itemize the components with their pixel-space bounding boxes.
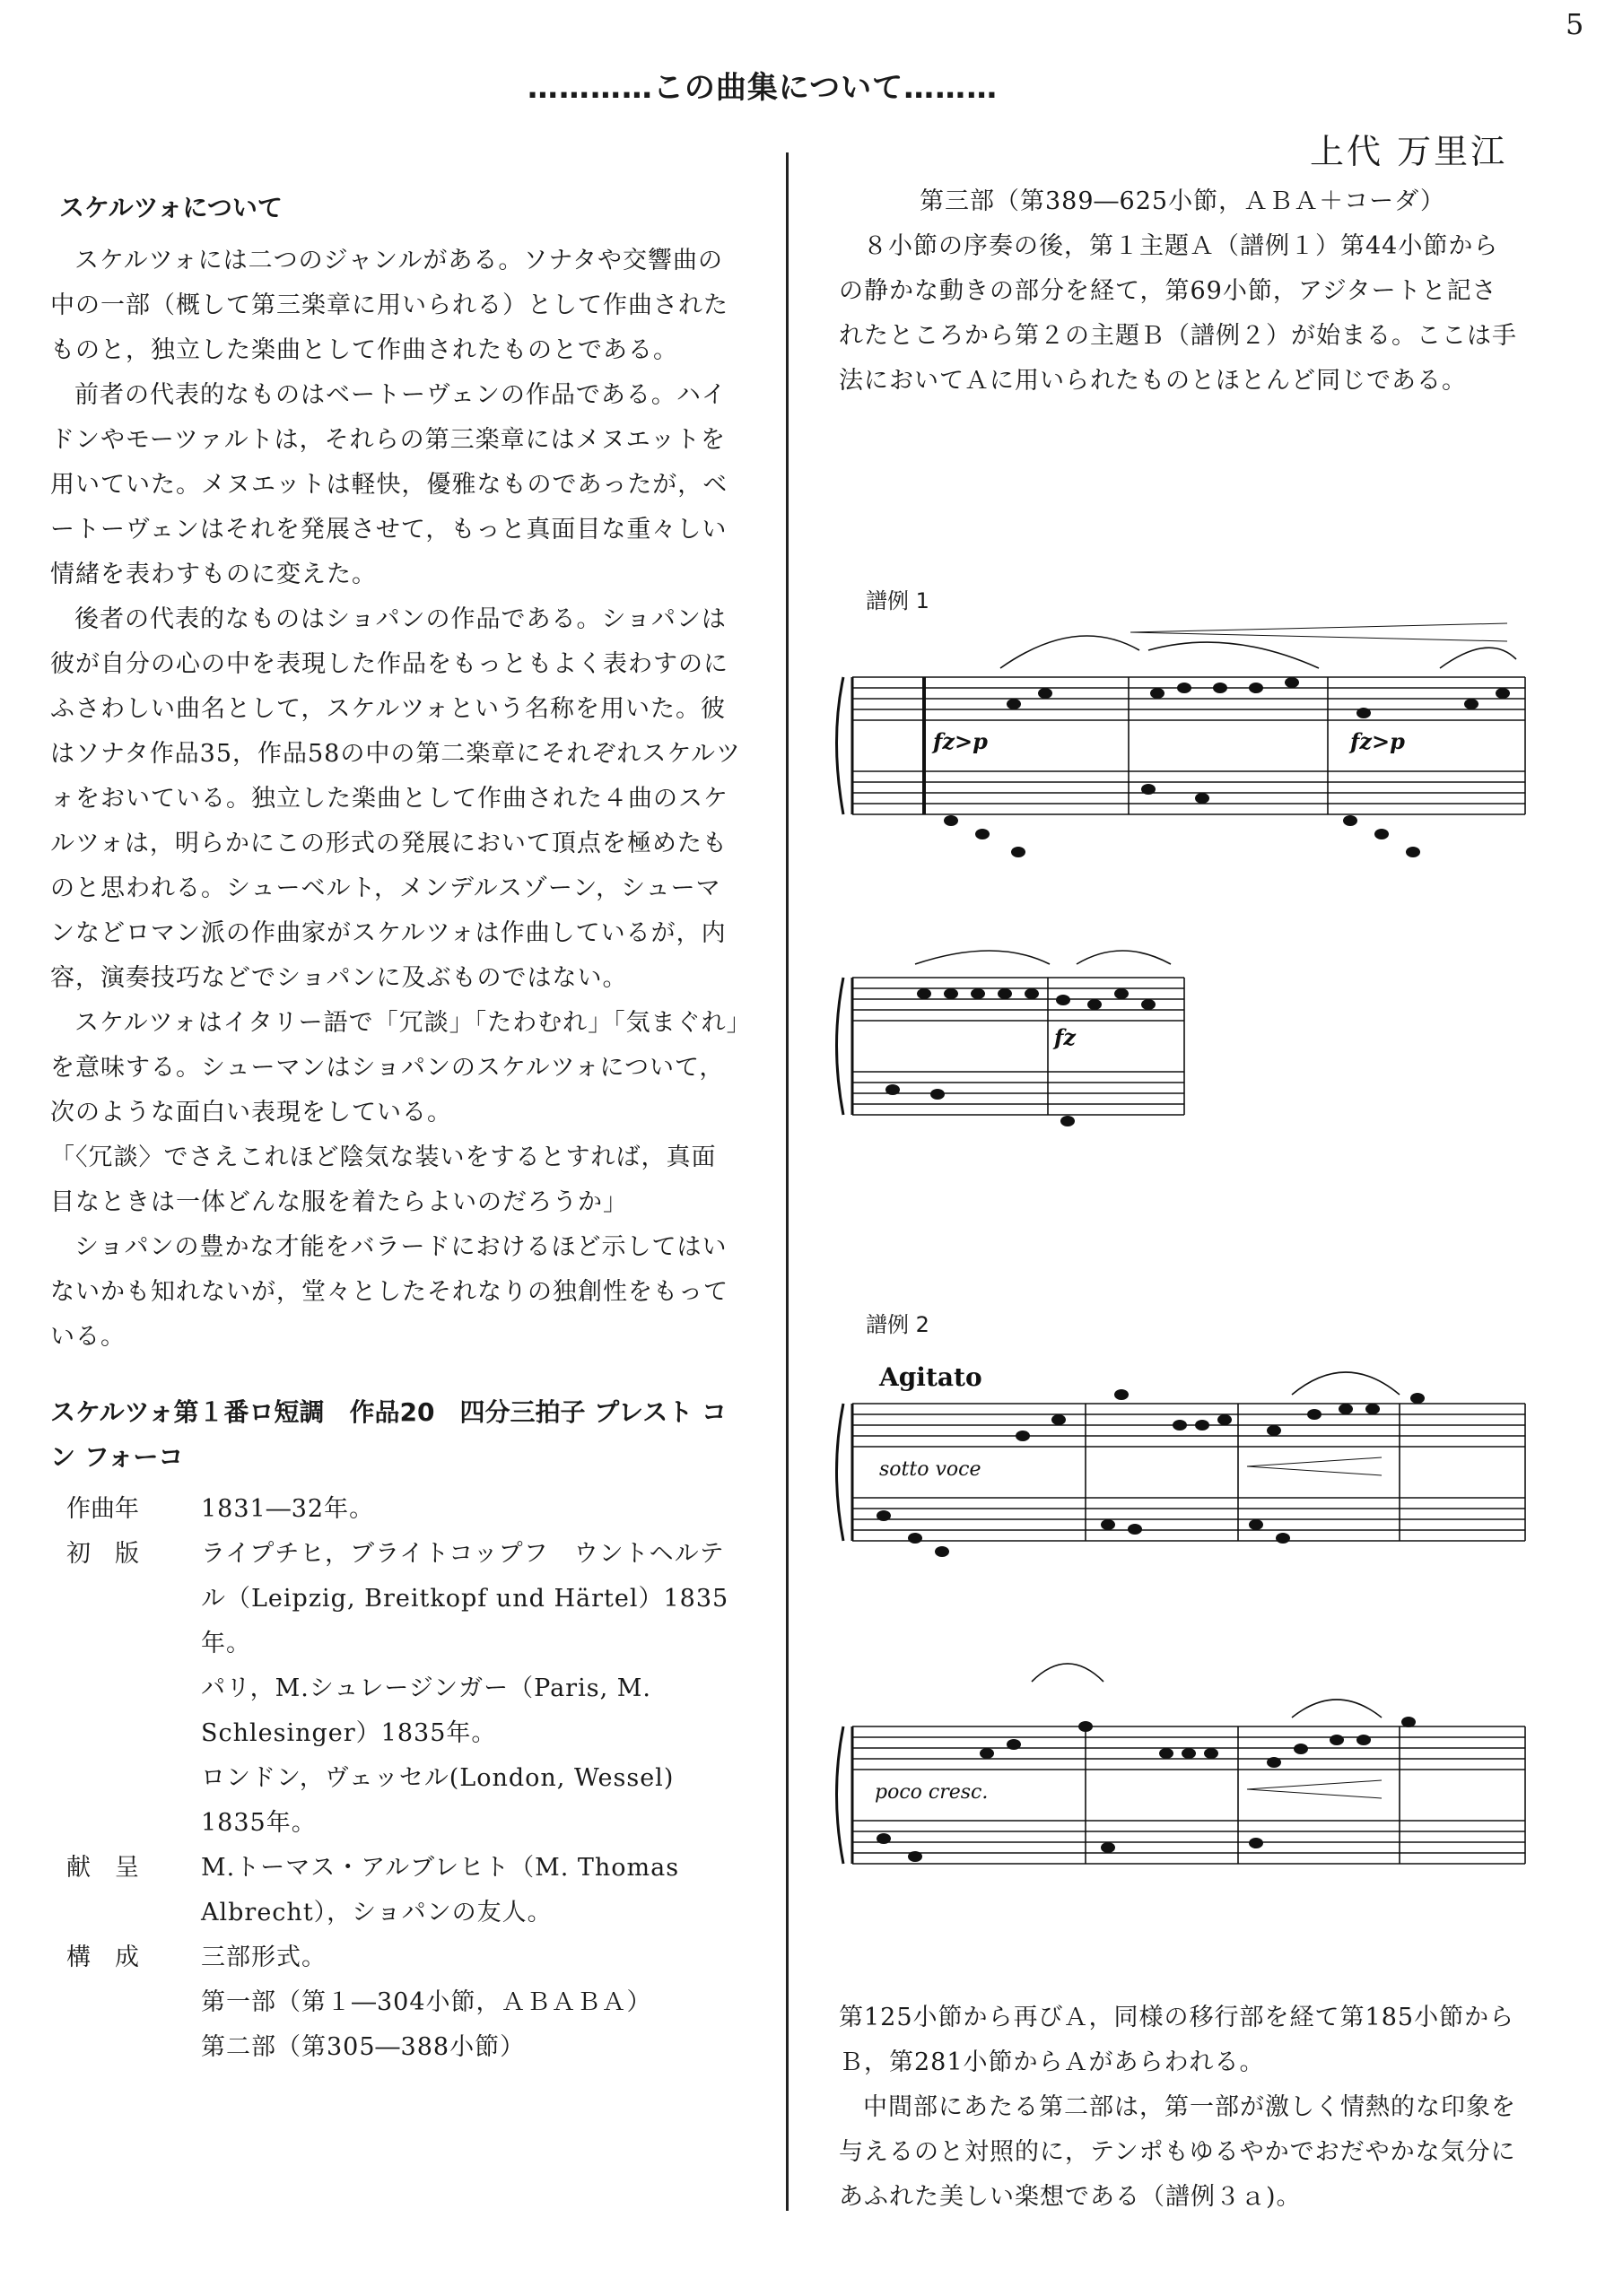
info-line: 三部形式。 bbox=[201, 1944, 327, 1971]
info-desc bbox=[201, 1935, 741, 2070]
info-desc bbox=[201, 1846, 741, 1935]
info-desc bbox=[201, 1487, 741, 1532]
info-line: M.トーマス・アルブレヒト（M. Thomas Albrecht），ショパンの友人。 bbox=[201, 1854, 680, 1926]
info-line: 第一部（第１―304小節，ＡＢＡＢＡ） bbox=[201, 1988, 652, 2016]
expression-mark: sotto voce bbox=[879, 1458, 981, 1481]
info-desc bbox=[201, 1532, 741, 1846]
work-info bbox=[50, 1487, 741, 2070]
music-example-2 bbox=[825, 1323, 1534, 1969]
page-title: …………この曲集について……… bbox=[527, 70, 999, 106]
info-row bbox=[50, 1935, 741, 2070]
dynamic-mark: fz>p bbox=[1350, 728, 1405, 754]
paragraph: 前者の代表的なものはベートーヴェンの作品である。ハイドンやモーツァルトは，それらの第三楽章にはメヌエットを用いていた。メヌエットは軽快，優雅なものであったが，ベートーヴェンはそれを発展させて，もっと真面目な重々しい情緒を表わすものに変えた。 bbox=[50, 381, 728, 588]
example1-label: 譜例 1 bbox=[866, 588, 929, 613]
paragraph: スケルツォはイタリー語で「冗談」「たわむれ」「気まぐれ」を意味する。シューマンはショパンのスケルツォについて，次のような面白い表現をしている。 bbox=[50, 1009, 740, 1126]
example2-label: 譜例 2 bbox=[866, 1312, 929, 1337]
paragraph: 後者の代表的なものはショパンの作品である。ショパンは彼が自分の心の中を表現した作品をもっともよく表わすのにふさわしい曲名として，スケルツォという名称を用いた。彼はソナタ作品35，作品58の中の第二楽章にそれぞれスケルツォをおいている。独立した楽曲として作曲された４曲のスケルツォは，明らかにこの形式の発展において頂点を極めたものと思われる。シューベルト，メンデルスゾーン，シューマンなどロマン派の作曲家がスケルツォは作曲しているが，内容，演奏技巧などでショパンに及ぶものではない。 bbox=[50, 605, 742, 992]
work-heading: スケルツォ第１番ロ短調 作品20 四分三拍子 プレスト コン フォーコ bbox=[50, 1397, 727, 1472]
paragraph: ８小節の序奏の後，第１主題Ａ（譜例１）第44小節からの静かな動きの部分を経て，第69小節，アジタートと記されたところから第２の主題Ｂ（譜例２）が始まる。ここは手法においてＡに用いられたものとほとんど同じである。 bbox=[839, 232, 1517, 395]
info-term: 献 呈 bbox=[66, 1854, 139, 1882]
dynamic-mark: fz bbox=[1054, 1024, 1076, 1050]
info-term: 初 版 bbox=[66, 1540, 139, 1568]
music-example-1 bbox=[825, 605, 1534, 1179]
info-term: 作曲年 bbox=[66, 1495, 139, 1523]
author-name: 上代 万里江 bbox=[1310, 132, 1508, 171]
info-row bbox=[50, 1846, 741, 1935]
paragraph: スケルツォには二つのジャンルがある。ソナタや交響曲の中の一部（概して第三楽章に用いられる）として作曲されたものと，独立した楽曲として作曲されたものとである。 bbox=[50, 247, 728, 364]
right-column bbox=[839, 179, 1521, 404]
section-heading-scherzo: スケルツォについて bbox=[59, 193, 283, 222]
paragraph: 第125小節から再びＡ，同様の移行部を経て第185小節からＢ，第281小節からＡがあらわれる。 bbox=[839, 2004, 1515, 2076]
page-number: 5 bbox=[1566, 7, 1584, 41]
right-column-lower bbox=[839, 1996, 1521, 2220]
info-line: 第二部（第305―388小節） bbox=[201, 2033, 526, 2061]
expression-mark: poco cresc. bbox=[875, 1781, 989, 1804]
paragraph: ショパンの豊かな才能をバラードにおけるほど示してはいないかも知れないが，堂々としたそれなりの独創性をもっている。 bbox=[50, 1233, 728, 1351]
info-line: ロンドン，ヴェッセル(London, Wessel) 1835年。 bbox=[201, 1764, 675, 1837]
info-term: 構 成 bbox=[66, 1944, 139, 1971]
tempo-mark: Agitato bbox=[879, 1362, 982, 1392]
info-row bbox=[50, 1532, 741, 1846]
work-section bbox=[50, 1390, 741, 2070]
info-row bbox=[50, 1487, 741, 1532]
left-column bbox=[50, 188, 741, 2070]
dynamic-mark: fz>p bbox=[933, 728, 988, 754]
info-line: 1831―32年。 bbox=[201, 1495, 375, 1523]
column-divider bbox=[786, 152, 789, 2211]
part3-line: 第三部（第389―625小節，ＡＢＡ＋コーダ） bbox=[920, 187, 1445, 215]
info-line: ライプチヒ，ブライトコップフ ウントヘルテル（Leipzig, Breitkopf und Härtel）1835年。 bbox=[201, 1540, 729, 1657]
info-line: パリ，M.シュレージンガー（Paris, M. Schlesinger）1835年。 bbox=[201, 1674, 651, 1747]
paragraph: 中間部にあたる第二部は，第一部が激しく情熱的な印象を与えるのと対照的に，テンポもゆるやかでおだやかな気分にあふれた美しい楽想である（譜例３ａ)。 bbox=[839, 2093, 1516, 2211]
quote-paragraph: 「〈冗談〉でさえこれほど陰気な装いをするとすれば，真面目なときは一体どんな服を着たらよいのだろうか」 bbox=[50, 1144, 717, 1216]
